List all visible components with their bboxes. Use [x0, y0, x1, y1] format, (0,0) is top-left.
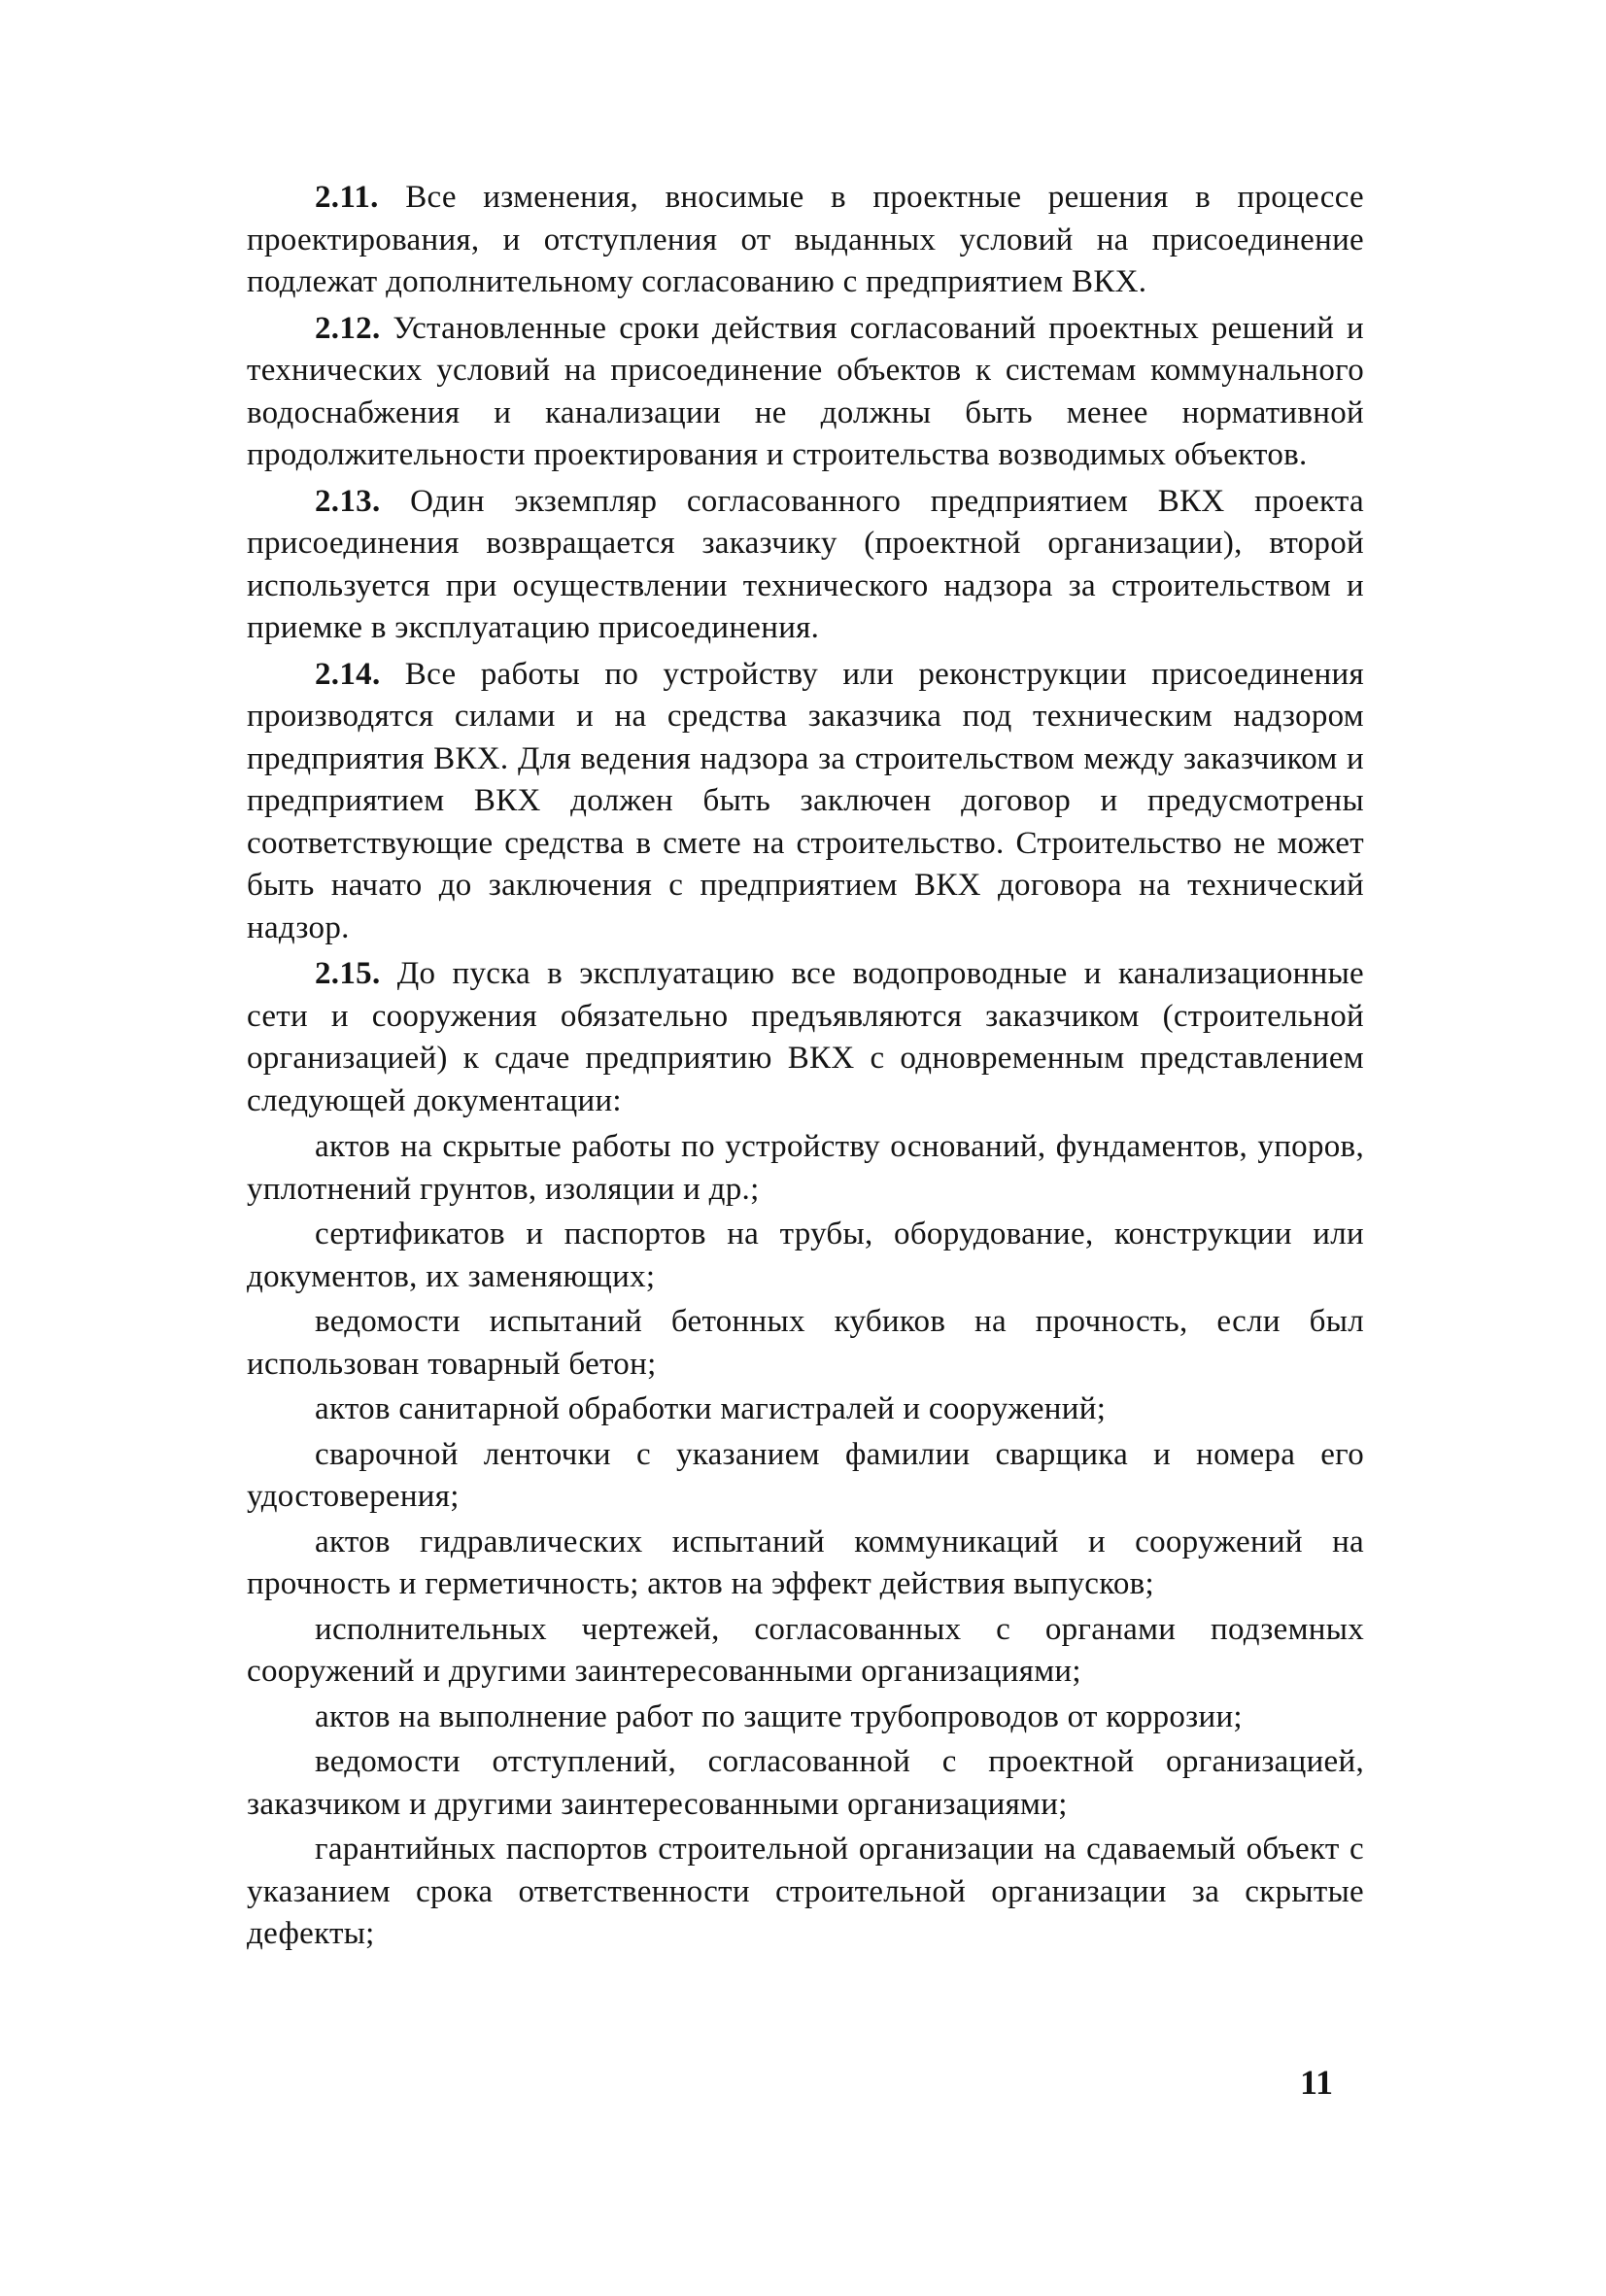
- page-body: [247, 177, 1364, 1959]
- clause-text: До пуска в эксплуатацию все водопроводные и канализационные сети и сооружения обязательно предъявляются заказчиком (строительной организацией) к сдаче предприятию ВКХ с одновременным представлением следующей документации:: [247, 956, 1364, 1118]
- clause-text: Один экземпляр согласованного предприятием ВКХ проекта присоединения возвращается заказчику (проектной организации), второй используется при осуществлении технического надзора за строительством и приемке в эксплуатацию присоединения.: [247, 483, 1364, 645]
- clause-2-13: [247, 481, 1364, 650]
- document-list-item: актов санитарной обработки магистралей и сооружений;: [315, 1391, 1107, 1426]
- document-list-item: гарантийных паспортов строительной организации на сдаваемый объект с указанием срока ответственности строительной организации за скрытые дефекты;: [247, 1832, 1364, 1951]
- clause-2-15: [247, 953, 1364, 1122]
- clause-text: Все работы по устройству или реконструкции присоединения производятся силами и на средства заказчика под техническим надзором предприятия ВКХ. Для ведения надзора за строительством между заказчиком и предприятием ВКХ должен быть заключен договор и предусмотрены соответствующие средства в смете на строительство. Строительство не может быть начато до заключения с предприятием ВКХ договора на технический надзор.: [247, 656, 1364, 945]
- document-list-item: сварочной ленточки с указанием фамилии сварщика и номера его удостоверения;: [247, 1436, 1364, 1514]
- clause-2-11: [247, 177, 1364, 304]
- document-list-item: актов гидравлических испытаний коммуникаций и сооружений на прочность и герметичность; актов на эффект действия выпусков;: [247, 1524, 1364, 1601]
- clause-text: Все изменения, вносимые в проектные решения в процессе проектирования, и отступления от выданных условий на присоединение подлежат дополнительному согласованию с предприятием ВКХ.: [247, 180, 1364, 299]
- document-list-item: актов на скрытые работы по устройству оснований, фундаментов, упоров, уплотнений грунтов, изоляции и др.;: [247, 1129, 1364, 1207]
- clause-number: 2.14.: [315, 656, 381, 692]
- clause-number: 2.11.: [315, 180, 379, 215]
- clause-text: Установленные сроки действия согласований проектных решений и технических условий на присоединение объектов к системам коммунального водоснабжения и канализации не должны быть менее нормативной продолжительности проектирования и строительства возводимых объектов.: [247, 310, 1364, 472]
- document-list-item: актов на выполнение работ по защите трубопроводов от коррозии;: [315, 1698, 1243, 1734]
- document-list-item: сертификатов и паспортов на трубы, оборудование, конструкции или документов, их заменяющих;: [247, 1217, 1364, 1294]
- clause-number: 2.15.: [315, 956, 381, 991]
- document-list-item: ведомости испытаний бетонных кубиков на прочность, если был использован товарный бетон;: [247, 1304, 1364, 1382]
- document-list-item: ведомости отступлений, согласованной с проектной организацией, заказчиком и другими заинтересованными организациями;: [247, 1744, 1364, 1822]
- clause-number: 2.12.: [315, 310, 381, 346]
- clause-2-14: [247, 654, 1364, 950]
- clause-2-12: [247, 308, 1364, 477]
- document-list-item: исполнительных чертежей, согласованных с органами подземных сооружений и другими заинтересованными организациями;: [247, 1611, 1364, 1689]
- page-number: 11: [1300, 2063, 1334, 2102]
- clause-number: 2.13.: [315, 483, 381, 519]
